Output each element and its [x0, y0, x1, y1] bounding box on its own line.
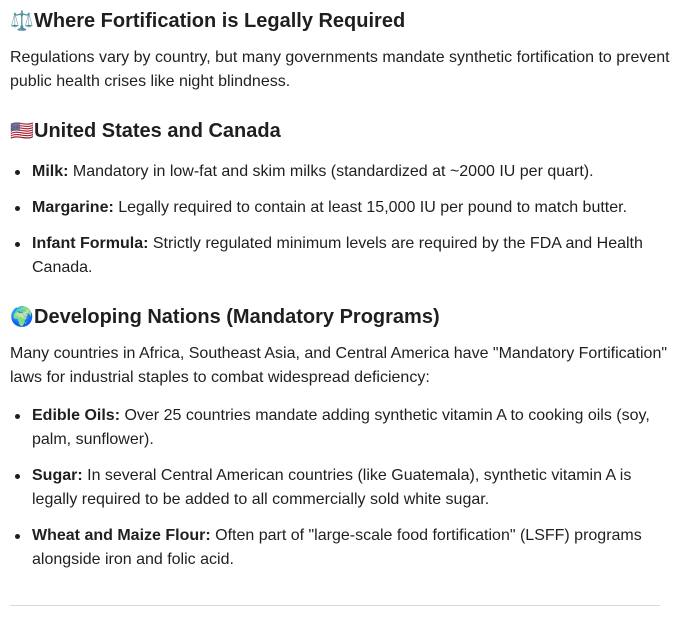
response-content: [10, 4, 670, 584]
intro-paragraph: Many countries in Africa, Southeast Asia, and Central America have "Mandatory Fortification" laws for industrial staples to combat widespread deficiency:: [10, 345, 668, 386]
bullet-dot: [15, 534, 20, 539]
bullet-dot: [15, 170, 20, 175]
section-title: Developing Nations (Mandatory Programs): [34, 306, 440, 328]
bullet-dot: [15, 414, 20, 419]
globe-icon: 🌍: [10, 306, 34, 328]
bullet-dot: [15, 206, 20, 211]
section-title: United States and Canada: [34, 120, 281, 142]
list-item: [10, 196, 670, 220]
us-flag-icon: 🇺🇸: [10, 120, 34, 142]
item-text: Legally required to contain at least 15,000 IU per pound to match butter.: [113, 199, 628, 216]
section-heading-developing-nations: [10, 302, 670, 332]
item-text: Over 25 countries mandate adding synthetic vitamin A to cooking oils (soy, palm, sunflower).: [32, 407, 650, 448]
bullet-dot: [15, 474, 20, 479]
list-item: [10, 232, 670, 280]
bullet-dot: [15, 242, 20, 247]
list-item: [10, 464, 670, 512]
list-item: [10, 524, 670, 572]
item-text: Mandatory in low-fat and skim milks (standardized at ~2000 IU per quart).: [68, 163, 594, 180]
developing-nations-list: [10, 404, 670, 572]
section-title: Where Fortification is Legally Required: [34, 10, 406, 32]
item-text: In several Central American countries (like Guatemala), synthetic vitamin A is legally required to be added to all commercially sold white sugar.: [32, 467, 632, 508]
section-heading-legal-requirements: [10, 6, 670, 36]
item-label: Milk:: [32, 163, 69, 180]
item-text: Strictly regulated minimum levels are required by the FDA and Health Canada.: [32, 235, 643, 276]
item-label: Edible Oils:: [32, 407, 121, 424]
section-heading-us-canada: [10, 116, 670, 146]
item-label: Infant Formula:: [32, 235, 149, 252]
item-label: Wheat and Maize Flour:: [32, 527, 211, 544]
item-label: Margarine:: [32, 199, 114, 216]
item-text: Often part of "large-scale food fortification" (LSFF) programs alongside iron and folic acid.: [32, 527, 642, 568]
intro-paragraph: Regulations vary by country, but many governments mandate synthetic fortification to prevent public health crises like night blindness.: [10, 49, 670, 90]
us-canada-list: [10, 160, 670, 280]
list-item: [10, 160, 670, 184]
divider: [10, 605, 660, 606]
item-label: Sugar:: [32, 467, 83, 484]
list-item: [10, 404, 670, 452]
balance-scale-icon: ⚖️: [10, 10, 34, 32]
